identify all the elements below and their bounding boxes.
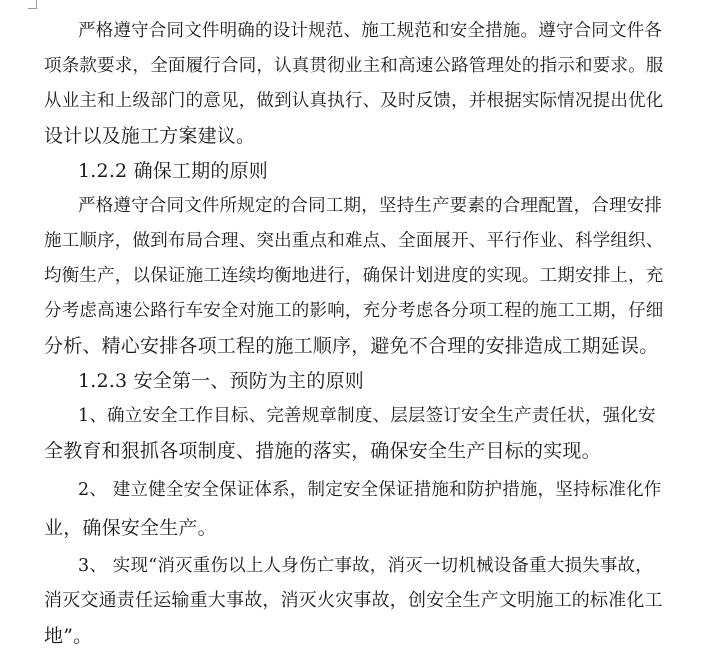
page-corner-mark: [28, 0, 37, 9]
text-line: 设计以及施工方案建议。: [44, 125, 256, 147]
text-line: 从业主和上级部门的意见，做到认真执行、及时反馈，并根据实际情况提出优化: [44, 91, 664, 111]
text-line: 均衡生产，以保证施工连续均衡地进行，确保计划进度的实现。工期安排上，充: [44, 266, 664, 286]
text-line: 全教育和狠抓各项制度、措施的落实，确保安全生产目标的实现。: [44, 440, 601, 462]
list-item-3: 3、 实现“消灭重伤以上人身伤亡事故，消灭一切机械设备重大损失事故，: [78, 556, 653, 576]
list-item-2: 2、 建立健全安全保证体系，制定安全保证措施和防护措施，坚持标准化作: [78, 480, 662, 500]
list-item-1: 1、确立安全工作目标、完善规章制度、层层签订安全生产责任状，强化安: [78, 406, 656, 426]
text-line: 地”。: [44, 625, 93, 647]
text-line: 消灭交通责任运输重大事故，消灭火灾事故，创安全生产文明施工的标准化工: [44, 590, 663, 611]
text-line: 分析、精心安排各项工程的施工顺序，避免不合理的安排造成工期延误。: [44, 335, 659, 357]
text-line: 业，确保安全生产。: [44, 517, 217, 539]
section-heading-1-2-2: 1.2.2 确保工期的原则: [78, 160, 268, 182]
text-line: 严格遵守合同文件明确的设计规范、施工规范和安全措施。遵守合同文件各: [78, 21, 663, 41]
text-line: 施工顺序，做到布局合理、突出重点和难点、全面展开、平行作业、科学组织、: [44, 231, 664, 251]
text-line: 项条款要求，全面履行合同，认真贯彻业主和高速公路管理处的指示和要求。服: [44, 56, 664, 76]
section-heading-1-2-3: 1.2.3 安全第一、预防为主的原则: [78, 370, 364, 392]
text-line: 分考虑高速公路行车安全对施工的影响，充分考虑各分项工程的施工工期，仔细: [44, 301, 664, 321]
text-line: 严格遵守合同文件所规定的合同工期，坚持生产要素的合理配置，合理安排: [78, 196, 663, 216]
